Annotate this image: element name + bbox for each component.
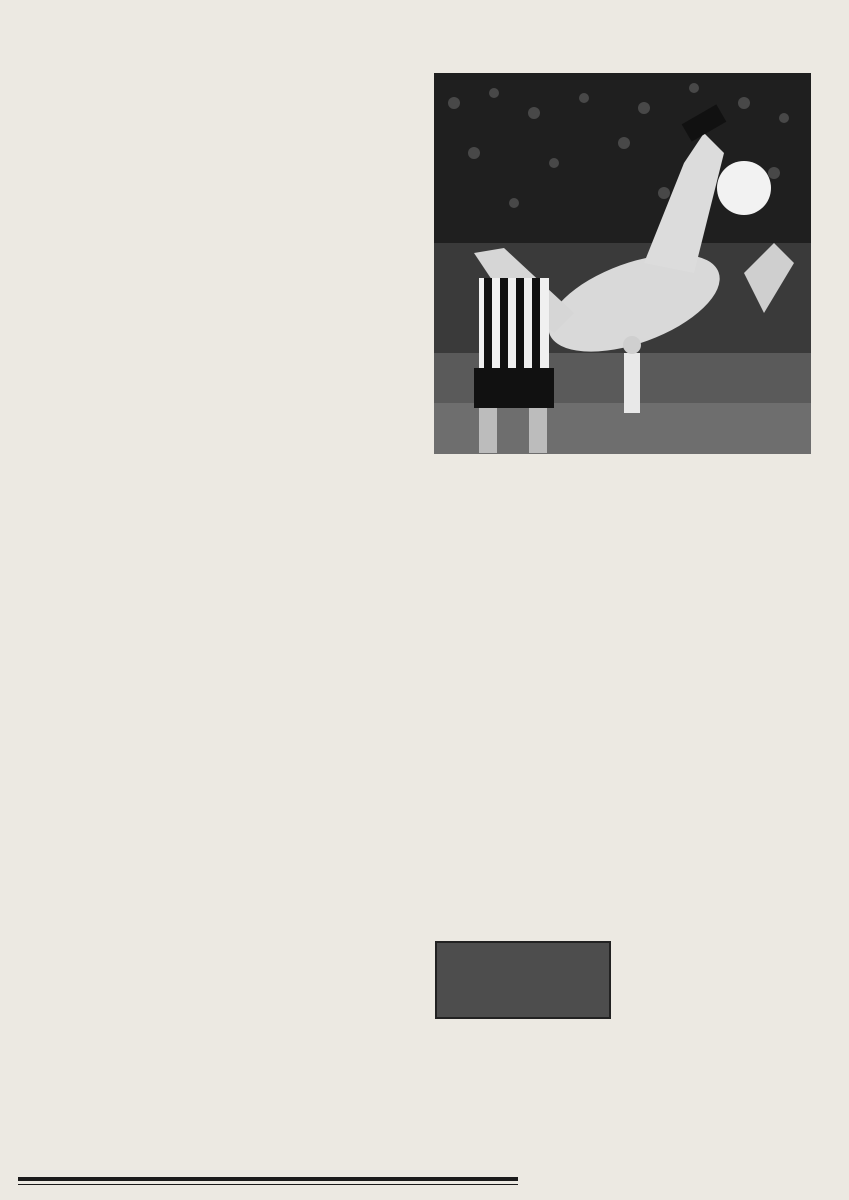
decorative-cube-border <box>8 6 848 40</box>
match-photo <box>434 73 811 454</box>
after-game-heading-box <box>435 941 611 1019</box>
photo-credit <box>420 500 818 515</box>
player-bicycle-kick-image <box>434 73 811 454</box>
footer-rule-thin <box>18 1184 518 1185</box>
footer-rule <box>18 1177 518 1181</box>
